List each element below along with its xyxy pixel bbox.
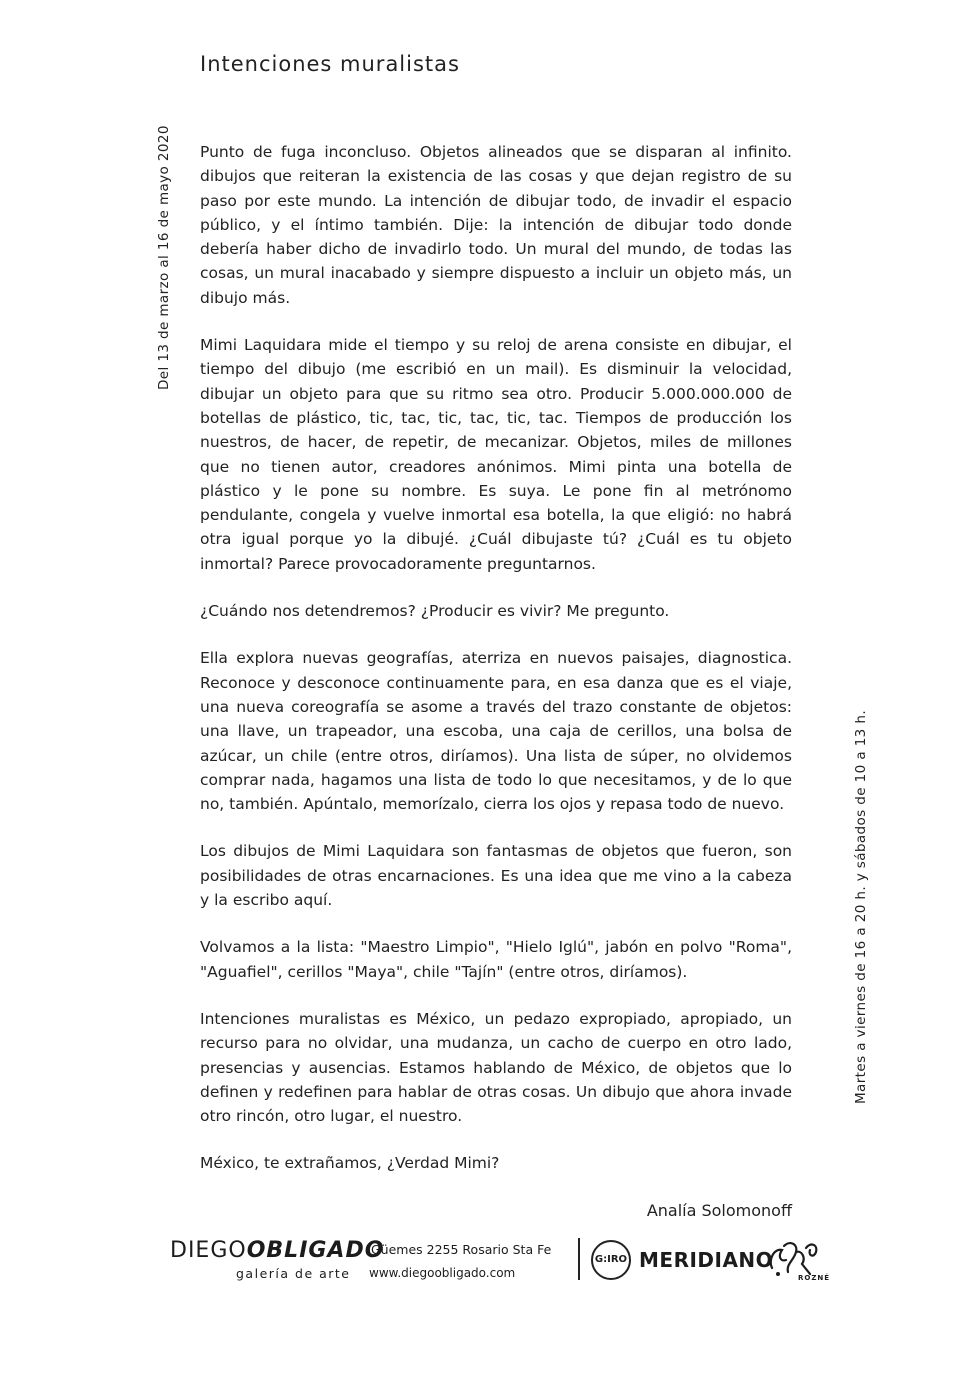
paragraph: Intenciones muralistas es México, un pedazo expropiado, apropiado, un recurso para no olvidar, una mudanza, un cacho de cuerpo en otro lado, presencias y ausencias. Estamos hablando de México, de objetos que lo definen y redefinen para hablar de otras cosas. Un dibujo que ahora invade otro rincón, otro lugar, el nuestro. [200,1009,792,1126]
author-signature: Analía Solomonoff [646,1200,792,1220]
gallery-logo [170,1238,384,1263]
gallery-address: Güemes 2255 Rosario Sta Fe [371,1242,552,1257]
paragraph: Los dibujos de Mimi Laquidara son fantasmas de objetos que fueron, son posibilidades de otras encarnaciones. Es una idea que me vino a la cabeza y la escribo aquí. [200,842,792,910]
paragraph: México, te extrañamos, ¿Verdad Mimi? [200,1154,500,1173]
gallery-subtitle: galería de arte [236,1266,351,1281]
paragraph: Ella explora nuevas geografías, aterriza en nuevos paisajes, diagnostica. Reconoce y desconoce continuamente para, en esa danza que es el viaje, una nueva coreografía se asome a través del trazo constante de objetos: una llave, un trapeador, una escoba, una caja de cerillos, una bolsa de azúcar, un chile (entre otros, diríamos). Una lista de súper, no olvidemos comprar nada, hagamos una lista de todo lo que necesitamos, y de lo que no, también. Apúntalo, memorízalo, cierra los ojos y repasa todo de nuevo. [200,649,792,814]
essay-body [200,140,792,1246]
gallery-website: www.diegoobligado.com [369,1266,516,1280]
giro-logo-icon: G:IRO [591,1240,631,1280]
meridiano-logo: MERIDIANO [639,1248,774,1272]
gallery-name-light: DIEGO [170,1238,247,1263]
exhibition-dates: Del 13 de marzo al 16 de mayo 2020 [156,125,172,390]
paragraph: Volvamos a la lista: "Maestro Limpio", "Hielo Iglú", jabón en polvo "Roma", "Aguafiel", cerillos "Maya", chile "Tajín" (entre otros, diríamos). [200,938,792,981]
opening-hours: Martes a viernes de 16 a 20 h. y sábados de 10 a 13 h. [853,709,869,1104]
rozne-label: ROZNÉ [798,1274,831,1282]
paragraph: Mimi Laquidara mide el tiempo y su reloj de arena consiste en dibujar, el tiempo del dibujo (me escribió en un mail). Es disminuir la velocidad, dibujar un objeto para que su ritmo sea otro. Producir 5.000.000.000 de botellas de plástico, tic, tac, tic, tac, tic, tac. Tiempos de producción los nuestros, de hacer, de repetir, de mecanizar. Objetos, miles de millones que no tienen autor, creadores anónimos. Mimi pinta una botella de plástico y le pone su nombre. Es suya. Le pone fin al metrónomo pendulante, congela y vuelve inmortal esa botella, la que eligió: no habrá otra igual porque yo la dibujé. ¿Cuál dibujaste tú? ¿Cuál es tu objeto inmortal? Parece provocadoramente preguntarnos. [200,336,792,573]
page-title: Intenciones muralistas [200,52,460,76]
footer-divider [578,1238,580,1280]
paragraph: Punto de fuga inconcluso. Objetos alineados que se disparan al infinito. dibujos que reiteran la existencia de las cosas y que dejan registro de su paso por este mundo. La intención de dibujar todo, de invadir el espacio público, y el íntimo también. Dije: la intención de dibujar todo donde debería haber dicho de invadirlo todo. Un mural del mundo, de todas las cosas, un mural inacabado y siempre dispuesto a incluir un objeto más, un dibujo más. [200,143,792,307]
paragraph: ¿Cuándo nos detendremos? ¿Producir es vivir? Me pregunto. [200,602,670,621]
sponsor-footer [170,1238,831,1288]
gallery-name-bold: OBLIGADO [246,1238,385,1263]
